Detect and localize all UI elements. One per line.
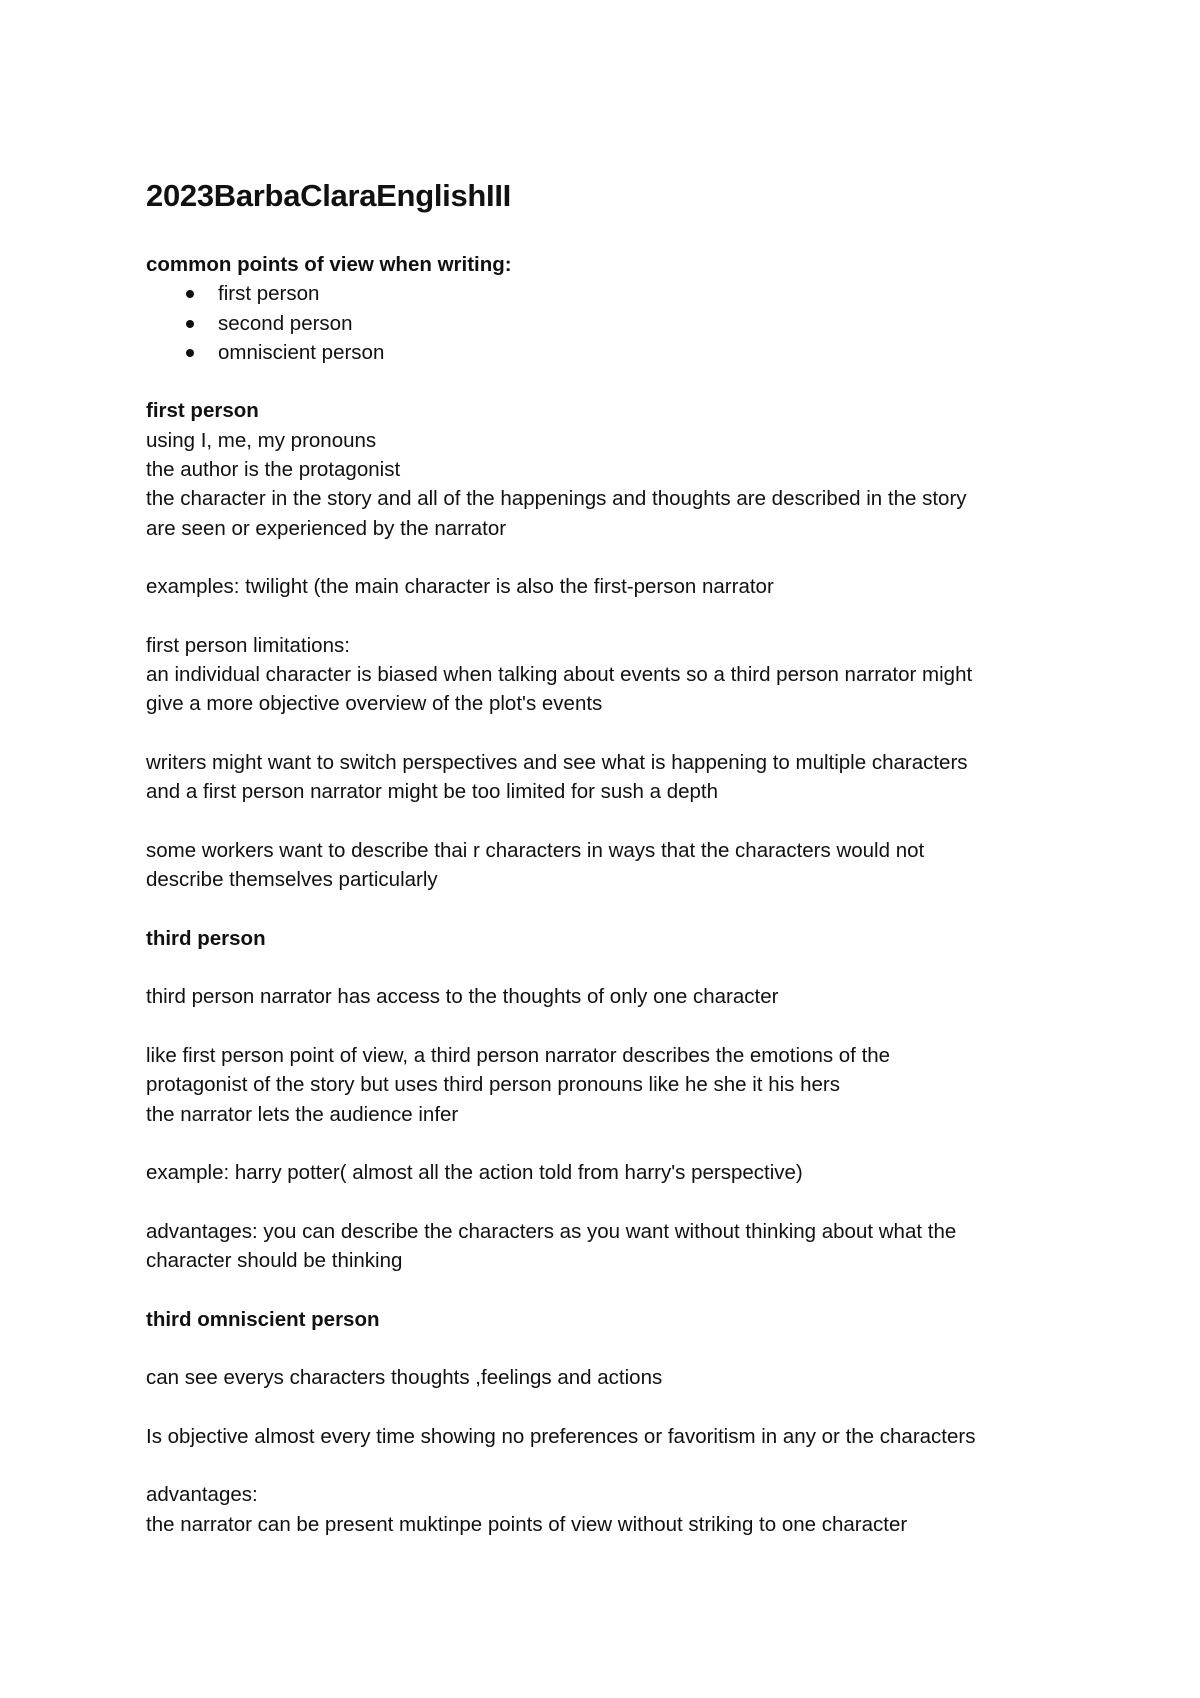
advantages-heading: advantages: — [146, 1483, 258, 1507]
paragraph-line: the character in the story and all of the happenings and thoughts are described in the story — [146, 487, 967, 511]
paragraph-line: some workers want to describe thai r characters in ways that the characters would not — [146, 838, 925, 862]
first-person-examples: examples: twilight (the main character is also the first-person narrator — [146, 575, 774, 599]
paragraph-line: character should be thinking — [146, 1249, 403, 1273]
list-item — [146, 309, 1066, 338]
paragraph-line: are seen or experienced by the narrator — [146, 516, 507, 540]
document-title: 2023BarbaClaraEnglishIII — [146, 178, 511, 213]
bullet-icon — [186, 320, 194, 328]
paragraph-line: can see everys characters thoughts ,feelings and actions — [146, 1366, 663, 1390]
list-item — [146, 338, 1066, 367]
paragraph-line: Is objective almost every time showing no preferences or favoritism in any or the characters — [146, 1424, 976, 1448]
third-person-example: example: harry potter( almost all the action told from harry's perspective) — [146, 1161, 803, 1185]
paragraph-line: third person narrator has access to the thoughts of only one character — [146, 985, 779, 1009]
first-person-heading: first person — [146, 399, 259, 423]
list-item-text: second person — [218, 311, 353, 335]
paragraph-line: using I, me, my pronouns — [146, 428, 377, 452]
bullet-icon — [186, 290, 194, 298]
paragraph-line: writers might want to switch perspectives and see what is happening to multiple characters — [146, 751, 968, 775]
paragraph-line: advantages: you can describe the characters as you want without thinking about what the — [146, 1219, 957, 1243]
list-item-text: omniscient person — [218, 340, 385, 364]
third-person-heading: third person — [146, 926, 266, 950]
intro-heading: common points of view when writing: — [146, 253, 512, 276]
paragraph-line: give a more objective overview of the plot's events — [146, 692, 603, 716]
pov-bullet-list — [146, 279, 1066, 367]
paragraph-line: the narrator can be present muktinpe points of view without striking to one character — [146, 1512, 908, 1536]
list-item — [146, 279, 1066, 308]
paragraph-line: and a first person narrator might be too limited for sush a depth — [146, 780, 719, 804]
paragraph-line: the author is the protagonist — [146, 458, 401, 482]
bullet-icon — [186, 349, 194, 357]
document-page — [146, 176, 1066, 1539]
third-omniscient-heading: third omniscient person — [146, 1307, 380, 1331]
list-item-text: first person — [218, 282, 320, 306]
limitations-heading: first person limitations: — [146, 633, 350, 657]
paragraph-line: the narrator lets the audience infer — [146, 1102, 459, 1126]
paragraph-line: an individual character is biased when talking about events so a third person narrator might — [146, 663, 973, 687]
paragraph-line: like first person point of view, a third person narrator describes the emotions of the — [146, 1044, 891, 1068]
paragraph-line: describe themselves particularly — [146, 868, 438, 892]
paragraph-line: protagonist of the story but uses third person pronouns like he she it his hers — [146, 1073, 840, 1097]
